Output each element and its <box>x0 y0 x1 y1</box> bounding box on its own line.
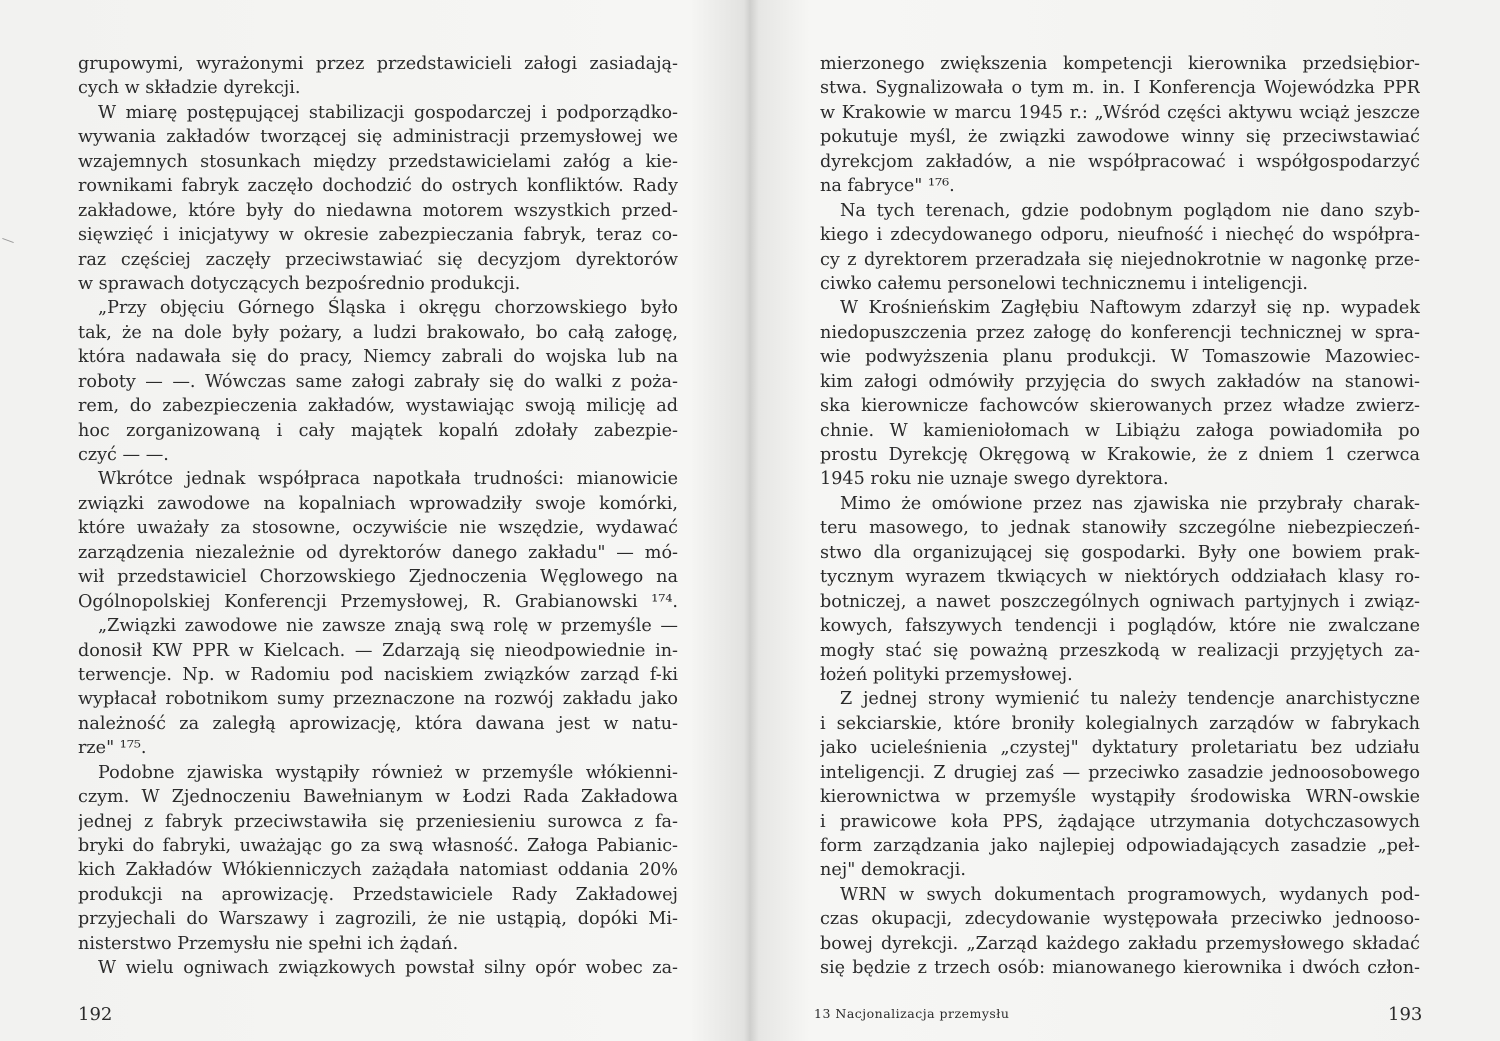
text-line: raz częściej zaczęły przeciwstawiać się decyzjom dyrektorów <box>78 249 678 270</box>
text-line: cych w składzie dyrekcji. <box>78 78 301 99</box>
text-line: czym. W Zjednoczeniu Bawełnianym w Łodzi Rada Zakładowa <box>78 787 678 808</box>
text-line: 1945 roku nie uznaje swego dyrektora. <box>820 469 1169 490</box>
text-line: Z jednej strony wymienić tu należy tendencje anarchistyczne <box>840 689 1420 710</box>
text-line: w Krakowie w marcu 1945 r.: „Wśród części aktywu wciąż jeszcze <box>820 102 1420 123</box>
text-line: ciwko całemu personelowi technicznemu i inteligencji. <box>820 273 1308 294</box>
text-line: wzajemnych stosunkach między przedstawicielami załóg a kie- <box>78 151 678 172</box>
text-line: pokutuje myśl, że związki zawodowe winny się przeciwstawiać <box>820 127 1420 148</box>
text-line: sięwzięć i inicjatywy w okresie zabezpieczania fabryk, teraz co- <box>78 225 678 246</box>
text-line: niedopuszczenia przez załogę do konferencji technicznej w spra- <box>820 322 1420 343</box>
text-line: wił przedstawiciel Chorzowskiego Zjednoczenia Węglowego na <box>78 567 678 588</box>
text-line: rownikami fabryk zaczęło dochodzić do ostrych konfliktów. Rady <box>78 176 678 197</box>
text-line: nisterstwo Przemysłu nie spełni ich żądań. <box>78 933 459 954</box>
right-page-number: 193 <box>1388 1004 1423 1025</box>
text-line: inteligencji. Z drugiej zaś — przeciwko zasadzie jednoosobowego <box>820 762 1420 783</box>
right-page <box>750 0 1500 1041</box>
text-line: tycznym wyrazem tkwiących w niektórych oddziałach klasy ro- <box>820 567 1420 588</box>
text-line: bowej dyrekcji. „Zarząd każdego zakładu przemysłowego składać <box>820 933 1420 954</box>
text-line: rem, do zabezpieczenia zakładów, wystawiając swoją milicję ad <box>78 396 678 417</box>
text-line: W Krośnieńskim Zagłębiu Naftowym zdarzył się np. wypadek <box>840 298 1420 319</box>
text-line: W miarę postępującej stabilizacji gospodarczej i podporządko- <box>98 102 678 123</box>
text-line: kich Zakładów Włókienniczych zażądała natomiast oddania 20% <box>78 860 678 881</box>
text-line: jako ucieleśnienia „czystej" dyktatury proletariatu bez udziału <box>820 738 1420 759</box>
text-line: nej" demokracji. <box>820 860 966 881</box>
text-line: mogły stać się poważną przeszkodą w realizacji przyjętych za- <box>820 640 1420 661</box>
text-line: zarządzenia niezależnie od dyrektorów danego zakładu" — mó- <box>78 542 678 563</box>
text-line: donosił KW PPR w Kielcach. — Zdarzają się nieodpowiednie in- <box>78 640 678 661</box>
text-line: terwencje. Np. w Radomiu pod naciskiem związków zarząd f-ki <box>78 664 678 685</box>
text-line: kowych, fałszywych tendencji i poglądów, które nie zwalczane <box>820 616 1420 637</box>
text-line: wie podwyższenia planu produkcji. W Tomaszowie Mazowiec- <box>820 347 1420 368</box>
left-page-text <box>78 52 678 981</box>
text-line: cy z dyrektorem przeradzała się niejednokrotnie w nagonkę prze- <box>820 249 1420 270</box>
text-line: jednej z fabryk przeciwstawiła się przeniesieniu surowca z fa- <box>78 811 678 832</box>
text-line: W wielu ogniwach związkowych powstał silny opór wobec za- <box>98 958 678 979</box>
text-line: roboty — —. Wówczas same załogi zabrały się do walki z poża- <box>78 371 678 392</box>
text-line: „Przy objęciu Górnego Śląska i okręgu chorzowskiego było <box>98 298 678 319</box>
chapter-footer: 13 Nacjonalizacja przemysłu <box>814 1006 1010 1021</box>
text-line: kiego i zdecydowanego odporu, nieufność i niechęć do współpra- <box>820 225 1420 246</box>
text-line: Ogólnopolskiej Konferencji Przemysłowej, R. Grabianowski ¹⁷⁴. <box>78 591 678 612</box>
text-line: Na tych terenach, gdzie podobnym poglądom nie dano szyb- <box>840 200 1420 221</box>
text-line: które uważały za stosowne, oczywiście nie wszędzie, wydawać <box>78 518 678 539</box>
scan-mark <box>2 238 14 243</box>
text-line: się będzie z trzech osób: mianowanego kierownika i dwóch człon- <box>820 958 1420 979</box>
text-line: Wkrótce jednak współpraca napotkała trudności: mianowicie <box>98 469 678 490</box>
text-line: czas okupacji, zdecydowanie występowała przeciwko jednooso- <box>820 909 1420 930</box>
text-line: ska kierownicze fachowców skierowanych przez władze zwierz- <box>820 396 1420 417</box>
text-line: przyjechali do Warszawy i zagrozili, że nie ustąpią, dopóki Mi- <box>78 909 678 930</box>
text-line: wypłacał robotnikom sumy przeznaczone na rozwój zakładu jako <box>78 689 678 710</box>
text-line: mierzonego zwiększenia kompetencji kierownika przedsiębior- <box>820 54 1420 74</box>
text-line: form zarządzania jako najlepiej odpowiadających zasadzie „peł- <box>820 836 1420 856</box>
text-line: która nadawała się do pracy, Niemcy zabrali do wojska lub na <box>78 347 678 368</box>
text-line: stwo dla organizującej się gospodarki. Były one bowiem prak- <box>820 542 1420 563</box>
text-line: czyć — —. <box>78 445 169 465</box>
text-line: WRN w swych dokumentach programowych, wydanych pod- <box>840 884 1420 905</box>
text-line: tak, że na dole były pożary, a ludzi brakowało, bo całą załogę, <box>78 322 678 343</box>
text-line: stwa. Sygnalizowała o tym m. in. I Konferencja Wojewódzka PPR <box>820 78 1420 99</box>
text-line: łożeń polityki przemysłowej. <box>820 664 1073 685</box>
text-line: rze" ¹⁷⁵. <box>78 738 147 759</box>
text-line: Podobne zjawiska wystąpiły również w przemyśle włókienni- <box>98 762 678 783</box>
text-line: teru masowego, to jednak stanowiły szczególne niebezpieczeń- <box>820 518 1420 539</box>
text-line: i prawicowe koła PPS, żądające utrzymania dotychczasowych <box>820 811 1420 832</box>
text-line: zakładowe, które były do niedawna motorem wszystkich przed- <box>78 200 678 221</box>
text-line: „Związki zawodowe nie zawsze znają swą rolę w przemyśle — <box>98 616 678 637</box>
text-line: grupowymi, wyrażonymi przez przedstawicieli załogi zasiadają- <box>78 54 678 74</box>
right-page-text <box>820 52 1420 981</box>
text-line: produkcji na aprowizację. Przedstawiciele Rady Zakładowej <box>78 884 678 905</box>
text-line: kim załogi odmówiły przyjęcia do swych zakładów na stanowi- <box>820 371 1420 392</box>
text-line: hoc zorganizowaną i cały majątek kopalń zdołały zabezpie- <box>78 420 678 441</box>
left-page-number: 192 <box>78 1004 113 1025</box>
text-line: bryki do fabryki, uważając go za swą własność. Załoga Pabianic- <box>78 836 678 856</box>
text-line: związki zawodowe na kopalniach wprowadziły swoje komórki, <box>78 493 678 514</box>
text-line: kierownictwa w przemyśle wystąpiły środowiska WRN-owskie <box>820 787 1420 808</box>
text-line: dyrekcjom zakładów, a nie współpracować i współgospodarzyć <box>820 151 1420 172</box>
text-line: w sprawach dotyczących bezpośrednio produkcji. <box>78 273 521 294</box>
text-line: na fabryce" ¹⁷⁶. <box>820 176 955 197</box>
text-line: i sekciarskie, które broniły kolegialnych zarządów w fabrykach <box>820 713 1420 734</box>
text-line: chnie. W kamieniołomach w Libiążu załoga powiadomiła po <box>820 420 1420 441</box>
text-line: wywania zakładów tworzącej się administracji przemysłowej we <box>78 127 678 148</box>
text-line: prostu Dyrekcję Okręgową w Krakowie, że z dniem 1 czerwca <box>820 445 1420 465</box>
text-line: botniczej, a nawet poszczególnych ogniwach partyjnych i związ- <box>820 591 1420 612</box>
text-line: należność za zaległą aprowizację, która dawana jest w natu- <box>78 713 678 734</box>
text-line: Mimo że omówione przez nas zjawiska nie przybrały charak- <box>840 493 1420 514</box>
